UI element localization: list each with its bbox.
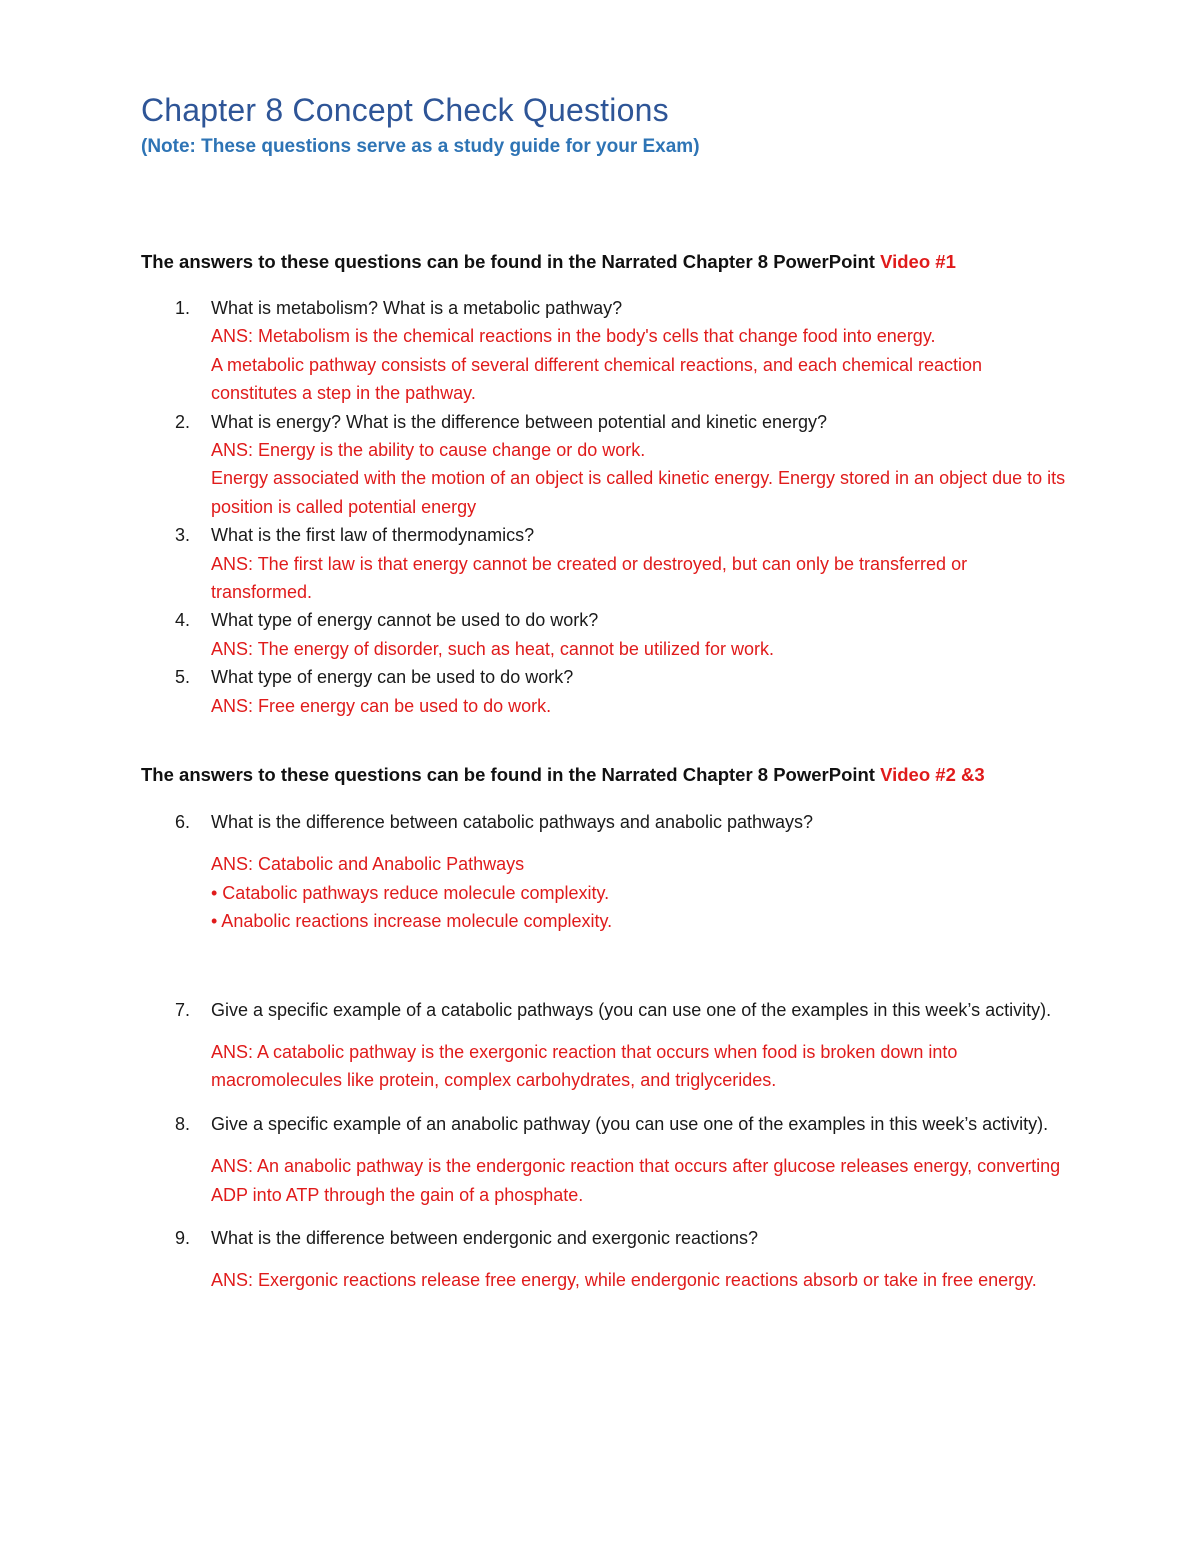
answer-bullet: • Catabolic pathways reduce molecule complexity. (211, 882, 610, 903)
question-number: 1. (175, 298, 191, 318)
document-title: Chapter 8 Concept Check Questions (141, 92, 669, 128)
question-number: 6. (175, 812, 191, 832)
question-text: What is the difference between endergonic and exergonic reactions? (211, 1228, 759, 1249)
question-item (141, 663, 1071, 720)
section-heading-video-2-3 (141, 764, 985, 786)
video-reference: Video #2 &3 (880, 764, 985, 785)
answer-line: ANS: Catabolic and Anabolic Pathways (211, 854, 525, 875)
answer-line: ANS: A catabolic pathway is the exergonic reaction that occurs when food is broken down into macromolecules like protein, complex carbohydrates, and triglycerides. (211, 1042, 958, 1091)
answer-line: ANS: Exergonic reactions release free energy, while endergonic reactions absorb or take in free energy. (211, 1270, 1037, 1291)
question-number: 5. (175, 667, 191, 688)
question-number: 9. (175, 1228, 191, 1249)
question-item (141, 408, 1071, 522)
answer-line: ANS: The energy of disorder, such as heat, cannot be utilized for work. (211, 638, 774, 659)
section-heading-video-1 (141, 251, 956, 273)
answer-bullet: • Anabolic reactions increase molecule complexity. (211, 911, 613, 932)
question-text: What type of energy can be used to do work? (211, 667, 574, 688)
answer-line: ANS: An anabolic pathway is the endergonic reaction that occurs after glucose releases energy, converting ADP into ATP through the gain of a phosphate. (211, 1156, 1061, 1205)
question-item (141, 606, 1071, 663)
question-item (141, 1110, 1071, 1209)
question-number: 3. (175, 525, 191, 546)
answer-line: ANS: Free energy can be used to do work. (211, 695, 552, 716)
question-text: Give a specific example of an anabolic pathway (you can use one of the examples in this week’s activity). (211, 1113, 1049, 1134)
question-text: What is metabolism? What is a metabolic pathway? (211, 298, 623, 318)
question-item (141, 294, 1071, 408)
question-number: 2. (175, 411, 191, 432)
question-number: 7. (175, 999, 191, 1020)
question-item (141, 808, 1071, 936)
answer-line: ANS: Energy is the ability to cause change or do work. (211, 440, 646, 461)
answer-line: ANS: The first law is that energy cannot be created or destroyed, but can only be transferred or transformed. (211, 553, 968, 603)
answer-line: Energy associated with the motion of an object is called kinetic energy. Energy stored in an object due to its position is called potential energy (211, 468, 1066, 517)
question-item (141, 1224, 1071, 1295)
section-heading-text: The answers to these questions can be found in the Narrated Chapter 8 PowerPoint (141, 251, 875, 272)
answer-line: ANS: Metabolism is the chemical reactions in the body's cells that change food into energy. (211, 326, 936, 347)
question-item (141, 521, 1071, 606)
section-heading-text: The answers to these questions can be found in the Narrated Chapter 8 PowerPoint (141, 764, 875, 785)
study-guide-note: (Note: These questions serve as a study guide for your Exam) (141, 136, 700, 157)
question-list-section-1 (141, 294, 1071, 720)
question-list-section-2 (141, 808, 1071, 1295)
question-number: 8. (175, 1113, 191, 1134)
question-text: What is energy? What is the difference between potential and kinetic energy? (211, 411, 828, 432)
question-text: What type of energy cannot be used to do work? (211, 610, 599, 631)
question-text: What is the difference between catabolic pathways and anabolic pathways? (211, 812, 814, 832)
question-number: 4. (175, 610, 191, 631)
question-text: Give a specific example of a catabolic pathways (you can use one of the examples in this week’s activity). (211, 999, 1052, 1020)
question-item (141, 996, 1071, 1095)
video-reference: Video #1 (880, 251, 956, 272)
answer-line: A metabolic pathway consists of several different chemical reactions, and each chemical reaction constitutes a step in the pathway. (211, 354, 983, 404)
question-text: What is the first law of thermodynamics? (211, 525, 535, 546)
